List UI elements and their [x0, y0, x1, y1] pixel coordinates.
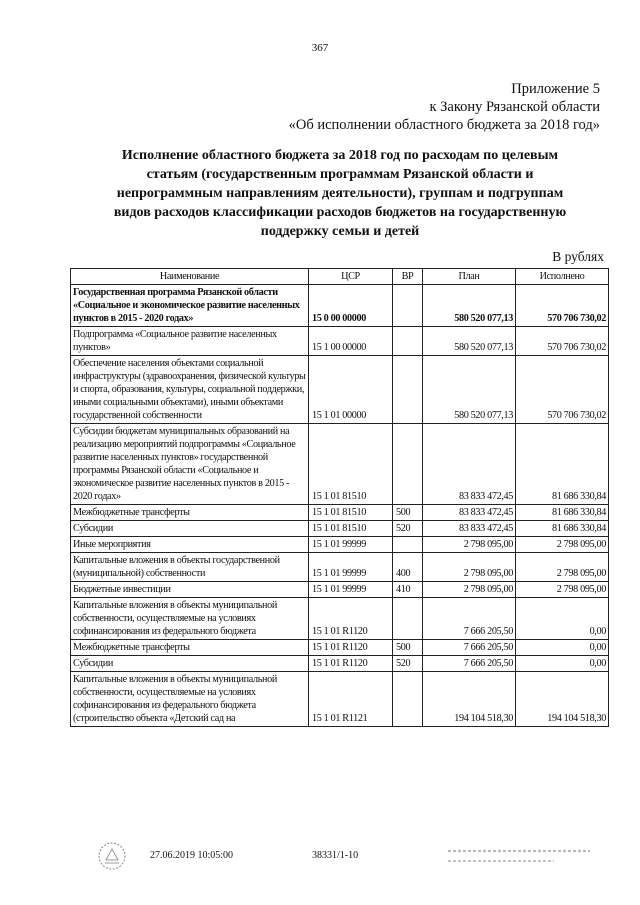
appendix-line-2: к Закону Рязанской области — [429, 99, 600, 115]
table-row — [71, 640, 609, 656]
cell-plan: 2 798 095,00 — [423, 553, 516, 582]
table-row — [71, 656, 609, 672]
cell-plan: 2 798 095,00 — [423, 537, 516, 553]
cell-name: Субсидии — [71, 656, 309, 672]
header-done: Исполнено — [516, 269, 609, 285]
cell-done: 570 706 730,02 — [516, 356, 609, 424]
cell-done: 2 798 095,00 — [516, 553, 609, 582]
cell-csr: 15 1 01 81510 — [309, 505, 393, 521]
cell-done: 570 706 730,02 — [516, 327, 609, 356]
cell-name: Капитальные вложения в объекты государственной (муниципальной) собственности — [71, 553, 309, 582]
cell-plan: 2 798 095,00 — [423, 582, 516, 598]
stamp-icon — [444, 845, 594, 869]
cell-name: Государственная программа Рязанской области «Социальное и экономическое развитие населенных пунктов в 2015 - 2020 годах» — [71, 285, 309, 327]
cell-csr: 15 1 01 81510 — [309, 521, 393, 537]
cell-name: Субсидии бюджетам муниципальных образований на реализацию мероприятий подпрограммы «Социальное развитие населенных пунктов» государственной программы Рязанской области «Социальное и экономическое развитие населенных пунктов в 2015 - 2020 годах» — [71, 424, 309, 505]
table-row — [71, 537, 609, 553]
title-line-4: видов расходов классификации расходов бюджетов на государственную — [113, 205, 567, 220]
cell-done: 2 798 095,00 — [516, 537, 609, 553]
footer-reg-number: 38331/1-10 — [312, 850, 359, 861]
seal-icon — [96, 840, 128, 872]
header-csr: ЦСР — [309, 269, 393, 285]
table-row — [71, 521, 609, 537]
table-row — [71, 598, 609, 640]
page-number: 367 — [311, 42, 329, 54]
table-row — [71, 505, 609, 521]
cell-csr: 15 1 01 99999 — [309, 582, 393, 598]
cell-vr: 520 — [393, 521, 423, 537]
table-row — [71, 285, 609, 327]
cell-plan: 83 833 472,45 — [423, 505, 516, 521]
table-row — [71, 356, 609, 424]
cell-done: 81 686 330,84 — [516, 424, 609, 505]
header-plan: План — [423, 269, 516, 285]
cell-done: 570 706 730,02 — [516, 285, 609, 327]
cell-vr: 500 — [393, 640, 423, 656]
cell-plan: 7 666 205,50 — [423, 656, 516, 672]
title-line-2: статьям (государственным программам Рязанской области и — [146, 167, 534, 182]
cell-name: Обеспечение населения объектами социальной инфраструктуры (здравоохранения, физической культуры и спорта, образования, культуры, социальной поддержки, иными социальными объектами), иными объектами государственной собственности — [71, 356, 309, 424]
cell-done: 0,00 — [516, 640, 609, 656]
title-line-3: непрограммным направлениям деятельности), группам и подгруппам — [116, 186, 564, 201]
cell-plan: 580 520 077,13 — [423, 327, 516, 356]
cell-done: 0,00 — [516, 598, 609, 640]
cell-csr: 15 0 00 00000 — [309, 285, 393, 327]
cell-vr: 400 — [393, 553, 423, 582]
cell-vr — [393, 356, 423, 424]
cell-csr: 15 1 01 99999 — [309, 537, 393, 553]
table-row — [71, 327, 609, 356]
header-vr: ВР — [393, 269, 423, 285]
cell-name: Иные мероприятия — [71, 537, 309, 553]
cell-csr: 15 1 01 R1120 — [309, 656, 393, 672]
cell-name: Субсидии — [71, 521, 309, 537]
appendix-line-1: Приложение 5 — [511, 81, 600, 97]
cell-plan: 194 104 518,30 — [423, 672, 516, 727]
cell-csr: 15 1 01 R1120 — [309, 598, 393, 640]
cell-done: 0,00 — [516, 656, 609, 672]
cell-plan: 580 520 077,13 — [423, 285, 516, 327]
appendix-line-3: «Об исполнении областного бюджета за 2018 год» — [288, 117, 600, 133]
table-row — [71, 553, 609, 582]
title-line-5: поддержку семьи и детей — [260, 224, 420, 239]
cell-done: 81 686 330,84 — [516, 521, 609, 537]
cell-vr: 500 — [393, 505, 423, 521]
cell-vr — [393, 327, 423, 356]
budget-table — [70, 268, 609, 727]
cell-csr: 15 1 01 00000 — [309, 356, 393, 424]
cell-plan: 83 833 472,45 — [423, 424, 516, 505]
cell-vr — [393, 672, 423, 727]
document-title — [60, 146, 620, 241]
table-row — [71, 424, 609, 505]
cell-vr: 520 — [393, 656, 423, 672]
cell-csr: 15 1 00 00000 — [309, 327, 393, 356]
cell-csr: 15 1 01 R1120 — [309, 640, 393, 656]
cell-csr: 15 1 01 R1121 — [309, 672, 393, 727]
cell-name: Капитальные вложения в объекты муниципальной собственности, осуществляемые на условиях софинансирования из федерального бюджета — [71, 598, 309, 640]
cell-name: Капитальные вложения в объекты муниципальной собственности, осуществляемые на условиях софинансирования из федерального бюджета (строительство объекта «Детский сад на — [71, 672, 309, 727]
cell-done: 2 798 095,00 — [516, 582, 609, 598]
cell-csr: 15 1 01 81510 — [309, 424, 393, 505]
cell-plan: 83 833 472,45 — [423, 521, 516, 537]
cell-vr — [393, 537, 423, 553]
table-header-row — [71, 269, 609, 285]
cell-name: Межбюджетные трансферты — [71, 640, 309, 656]
table-row — [71, 672, 609, 727]
title-line-1: Исполнение областного бюджета за 2018 год по расходам по целевым — [121, 148, 559, 163]
cell-csr: 15 1 01 99999 — [309, 553, 393, 582]
cell-name: Подпрограмма «Социальное развитие населенных пунктов» — [71, 327, 309, 356]
cell-plan: 7 666 205,50 — [423, 598, 516, 640]
cell-done: 194 104 518,30 — [516, 672, 609, 727]
table-row — [71, 582, 609, 598]
appendix-block — [289, 80, 600, 134]
cell-vr — [393, 598, 423, 640]
header-name: Наименование — [71, 269, 309, 285]
units-label: В рублях — [552, 249, 604, 264]
cell-done: 81 686 330,84 — [516, 505, 609, 521]
cell-vr — [393, 285, 423, 327]
cell-name: Бюджетные инвестиции — [71, 582, 309, 598]
cell-vr — [393, 424, 423, 505]
cell-vr: 410 — [393, 582, 423, 598]
cell-name: Межбюджетные трансферты — [71, 505, 309, 521]
footer-datetime: 27.06.2019 10:05:00 — [150, 850, 234, 861]
cell-plan: 580 520 077,13 — [423, 356, 516, 424]
cell-plan: 7 666 205,50 — [423, 640, 516, 656]
